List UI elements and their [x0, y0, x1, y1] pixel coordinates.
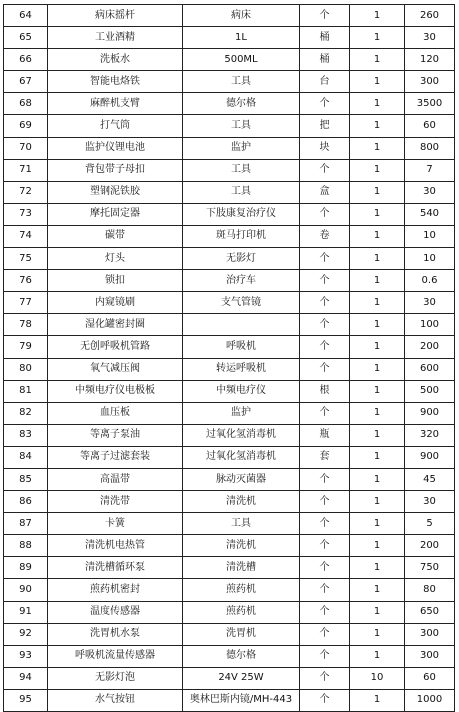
row-number-cell: 92	[4, 623, 48, 645]
table-row	[4, 689, 455, 711]
table-row	[4, 380, 455, 402]
row-number-cell: 76	[4, 270, 48, 292]
price-cell: 60	[405, 115, 455, 137]
table-row	[4, 137, 455, 159]
spec-cell: 清洗机	[183, 491, 300, 513]
spec-cell: 工具	[183, 71, 300, 93]
quantity-cell: 1	[350, 513, 405, 535]
item-name-cell: 呼吸机流量传感器	[48, 645, 183, 667]
table-row	[4, 93, 455, 115]
item-name-cell: 灯头	[48, 248, 183, 270]
quantity-cell: 1	[350, 645, 405, 667]
unit-cell: 把	[300, 115, 350, 137]
unit-cell: 个	[300, 93, 350, 115]
unit-cell: 盒	[300, 181, 350, 203]
quantity-cell: 1	[350, 402, 405, 424]
row-number-cell: 69	[4, 115, 48, 137]
table-row	[4, 159, 455, 181]
quantity-cell: 1	[350, 336, 405, 358]
spec-cell: 过氧化氢消毒机	[183, 446, 300, 468]
item-name-cell: 内窥镜刷	[48, 292, 183, 314]
row-number-cell: 88	[4, 535, 48, 557]
quantity-cell: 1	[350, 159, 405, 181]
unit-cell: 个	[300, 468, 350, 490]
price-cell: 750	[405, 557, 455, 579]
unit-cell: 个	[300, 623, 350, 645]
unit-cell: 个	[300, 667, 350, 689]
row-number-cell: 79	[4, 336, 48, 358]
spec-cell: 德尔格	[183, 93, 300, 115]
price-cell: 10	[405, 248, 455, 270]
spec-cell: 无影灯	[183, 248, 300, 270]
item-name-cell: 塑钢泥铁胶	[48, 181, 183, 203]
row-number-cell: 83	[4, 424, 48, 446]
spec-cell	[183, 314, 300, 336]
unit-cell: 个	[300, 601, 350, 623]
price-cell: 800	[405, 137, 455, 159]
quantity-cell: 1	[350, 248, 405, 270]
row-number-cell: 90	[4, 579, 48, 601]
price-cell: 900	[405, 446, 455, 468]
row-number-cell: 67	[4, 71, 48, 93]
table-row	[4, 314, 455, 336]
item-name-cell: 锁扣	[48, 270, 183, 292]
quantity-cell: 1	[350, 181, 405, 203]
price-cell: 260	[405, 5, 455, 27]
spec-cell: 500ML	[183, 49, 300, 71]
price-cell: 500	[405, 380, 455, 402]
quantity-cell: 1	[350, 5, 405, 27]
spec-cell: 洗胃机	[183, 623, 300, 645]
price-cell: 30	[405, 491, 455, 513]
price-cell: 320	[405, 424, 455, 446]
price-cell: 300	[405, 645, 455, 667]
item-name-cell: 洗胃机水泵	[48, 623, 183, 645]
row-number-cell: 86	[4, 491, 48, 513]
spec-cell: 斑马打印机	[183, 225, 300, 247]
parts-table	[3, 4, 455, 712]
table-row	[4, 557, 455, 579]
spec-cell: 德尔格	[183, 645, 300, 667]
spec-cell: 工具	[183, 159, 300, 181]
table-row	[4, 645, 455, 667]
item-name-cell: 等离子泵油	[48, 424, 183, 446]
unit-cell: 套	[300, 446, 350, 468]
unit-cell: 瓶	[300, 424, 350, 446]
spec-cell: 奥林巴斯内镜/MH-443	[183, 689, 300, 711]
table-row	[4, 49, 455, 71]
item-name-cell: 无创呼吸机管路	[48, 336, 183, 358]
row-number-cell: 81	[4, 380, 48, 402]
table-row	[4, 601, 455, 623]
quantity-cell: 1	[350, 557, 405, 579]
row-number-cell: 77	[4, 292, 48, 314]
price-cell: 0.6	[405, 270, 455, 292]
unit-cell: 个	[300, 579, 350, 601]
row-number-cell: 78	[4, 314, 48, 336]
unit-cell: 块	[300, 137, 350, 159]
quantity-cell: 1	[350, 579, 405, 601]
row-number-cell: 66	[4, 49, 48, 71]
item-name-cell: 碳带	[48, 225, 183, 247]
price-cell: 80	[405, 579, 455, 601]
row-number-cell: 80	[4, 358, 48, 380]
item-name-cell: 中频电疗仪电极板	[48, 380, 183, 402]
spec-cell: 治疗车	[183, 270, 300, 292]
unit-cell: 个	[300, 336, 350, 358]
unit-cell: 台	[300, 71, 350, 93]
row-number-cell: 82	[4, 402, 48, 424]
row-number-cell: 94	[4, 667, 48, 689]
table-row	[4, 446, 455, 468]
quantity-cell: 1	[350, 314, 405, 336]
quantity-cell: 1	[350, 292, 405, 314]
item-name-cell: 无影灯泡	[48, 667, 183, 689]
spec-cell: 中频电疗仪	[183, 380, 300, 402]
unit-cell: 个	[300, 645, 350, 667]
spec-cell: 支气管镜	[183, 292, 300, 314]
quantity-cell: 1	[350, 535, 405, 557]
price-cell: 600	[405, 358, 455, 380]
unit-cell: 桶	[300, 49, 350, 71]
unit-cell: 桶	[300, 27, 350, 49]
item-name-cell: 水气按钮	[48, 689, 183, 711]
spec-cell: 工具	[183, 115, 300, 137]
price-cell: 60	[405, 667, 455, 689]
quantity-cell: 1	[350, 270, 405, 292]
price-cell: 900	[405, 402, 455, 424]
item-name-cell: 监护仪锂电池	[48, 137, 183, 159]
item-name-cell: 煎药机密封	[48, 579, 183, 601]
unit-cell: 个	[300, 513, 350, 535]
quantity-cell: 1	[350, 115, 405, 137]
row-number-cell: 89	[4, 557, 48, 579]
row-number-cell: 95	[4, 689, 48, 711]
row-number-cell: 65	[4, 27, 48, 49]
row-number-cell: 70	[4, 137, 48, 159]
item-name-cell: 智能电烙铁	[48, 71, 183, 93]
table-row	[4, 336, 455, 358]
row-number-cell: 73	[4, 203, 48, 225]
price-cell: 7	[405, 159, 455, 181]
item-name-cell: 打气筒	[48, 115, 183, 137]
item-name-cell: 工业酒精	[48, 27, 183, 49]
row-number-cell: 75	[4, 248, 48, 270]
quantity-cell: 1	[350, 203, 405, 225]
price-cell: 200	[405, 535, 455, 557]
unit-cell: 卷	[300, 225, 350, 247]
item-name-cell: 摩托固定器	[48, 203, 183, 225]
quantity-cell: 1	[350, 424, 405, 446]
parts-table-body	[4, 5, 455, 712]
row-number-cell: 74	[4, 225, 48, 247]
spec-cell: 转运呼吸机	[183, 358, 300, 380]
row-number-cell: 85	[4, 468, 48, 490]
row-number-cell: 87	[4, 513, 48, 535]
quantity-cell: 1	[350, 225, 405, 247]
table-row	[4, 115, 455, 137]
spec-cell: 1L	[183, 27, 300, 49]
table-row	[4, 71, 455, 93]
item-name-cell: 洗板水	[48, 49, 183, 71]
unit-cell: 个	[300, 358, 350, 380]
price-cell: 200	[405, 336, 455, 358]
item-name-cell: 湿化罐密封圈	[48, 314, 183, 336]
row-number-cell: 93	[4, 645, 48, 667]
unit-cell: 个	[300, 203, 350, 225]
price-cell: 30	[405, 292, 455, 314]
item-name-cell: 清洗带	[48, 491, 183, 513]
unit-cell: 个	[300, 557, 350, 579]
spec-cell: 监护	[183, 137, 300, 159]
item-name-cell: 温度传感器	[48, 601, 183, 623]
table-row	[4, 248, 455, 270]
quantity-cell: 1	[350, 71, 405, 93]
price-cell: 1000	[405, 689, 455, 711]
table-row	[4, 623, 455, 645]
item-name-cell: 卡簧	[48, 513, 183, 535]
quantity-cell: 1	[350, 623, 405, 645]
table-row	[4, 27, 455, 49]
unit-cell: 个	[300, 314, 350, 336]
quantity-cell: 1	[350, 137, 405, 159]
table-row	[4, 579, 455, 601]
spec-cell: 病床	[183, 5, 300, 27]
price-cell: 10	[405, 225, 455, 247]
unit-cell: 个	[300, 159, 350, 181]
spec-cell: 清洗机	[183, 535, 300, 557]
price-cell: 650	[405, 601, 455, 623]
price-cell: 540	[405, 203, 455, 225]
price-cell: 100	[405, 314, 455, 336]
price-cell: 5	[405, 513, 455, 535]
quantity-cell: 1	[350, 27, 405, 49]
price-cell: 3500	[405, 93, 455, 115]
quantity-cell: 1	[350, 380, 405, 402]
item-name-cell: 清洗机电热管	[48, 535, 183, 557]
item-name-cell: 清洗槽循环泵	[48, 557, 183, 579]
price-cell: 300	[405, 71, 455, 93]
table-row	[4, 270, 455, 292]
price-cell: 300	[405, 623, 455, 645]
spec-cell: 煎药机	[183, 579, 300, 601]
table-row	[4, 5, 455, 27]
unit-cell: 个	[300, 491, 350, 513]
unit-cell: 个	[300, 292, 350, 314]
item-name-cell: 麻醉机支臂	[48, 93, 183, 115]
table-row	[4, 402, 455, 424]
table-row	[4, 468, 455, 490]
price-cell: 120	[405, 49, 455, 71]
unit-cell: 个	[300, 270, 350, 292]
item-name-cell: 血压板	[48, 402, 183, 424]
row-number-cell: 91	[4, 601, 48, 623]
table-row	[4, 225, 455, 247]
table-row	[4, 667, 455, 689]
row-number-cell: 71	[4, 159, 48, 181]
spec-cell: 工具	[183, 513, 300, 535]
unit-cell: 个	[300, 535, 350, 557]
quantity-cell: 1	[350, 358, 405, 380]
price-cell: 30	[405, 27, 455, 49]
unit-cell: 个	[300, 248, 350, 270]
unit-cell: 个	[300, 689, 350, 711]
spec-cell: 清洗槽	[183, 557, 300, 579]
unit-cell: 个	[300, 402, 350, 424]
row-number-cell: 72	[4, 181, 48, 203]
table-row	[4, 292, 455, 314]
table-row	[4, 203, 455, 225]
table-row	[4, 513, 455, 535]
quantity-cell: 1	[350, 491, 405, 513]
row-number-cell: 64	[4, 5, 48, 27]
quantity-cell: 1	[350, 93, 405, 115]
quantity-cell: 1	[350, 689, 405, 711]
quantity-cell: 1	[350, 601, 405, 623]
table-row	[4, 181, 455, 203]
unit-cell: 个	[300, 5, 350, 27]
spec-cell: 24V 25W	[183, 667, 300, 689]
spec-cell: 过氧化氢消毒机	[183, 424, 300, 446]
item-name-cell: 背包带子母扣	[48, 159, 183, 181]
spec-cell: 呼吸机	[183, 336, 300, 358]
spec-cell: 煎药机	[183, 601, 300, 623]
item-name-cell: 等离子过滤套装	[48, 446, 183, 468]
unit-cell: 根	[300, 380, 350, 402]
row-number-cell: 84	[4, 446, 48, 468]
item-name-cell: 高温带	[48, 468, 183, 490]
table-row	[4, 358, 455, 380]
item-name-cell: 病床摇杆	[48, 5, 183, 27]
table-row	[4, 491, 455, 513]
price-cell: 45	[405, 468, 455, 490]
quantity-cell: 1	[350, 49, 405, 71]
item-name-cell: 氧气减压阀	[48, 358, 183, 380]
quantity-cell: 1	[350, 446, 405, 468]
spec-cell: 脉动灭菌器	[183, 468, 300, 490]
price-cell: 30	[405, 181, 455, 203]
table-row	[4, 535, 455, 557]
row-number-cell: 68	[4, 93, 48, 115]
spec-cell: 监护	[183, 402, 300, 424]
spec-cell: 下肢康复治疗仪	[183, 203, 300, 225]
table-row	[4, 424, 455, 446]
spec-cell: 工具	[183, 181, 300, 203]
quantity-cell: 10	[350, 667, 405, 689]
quantity-cell: 1	[350, 468, 405, 490]
